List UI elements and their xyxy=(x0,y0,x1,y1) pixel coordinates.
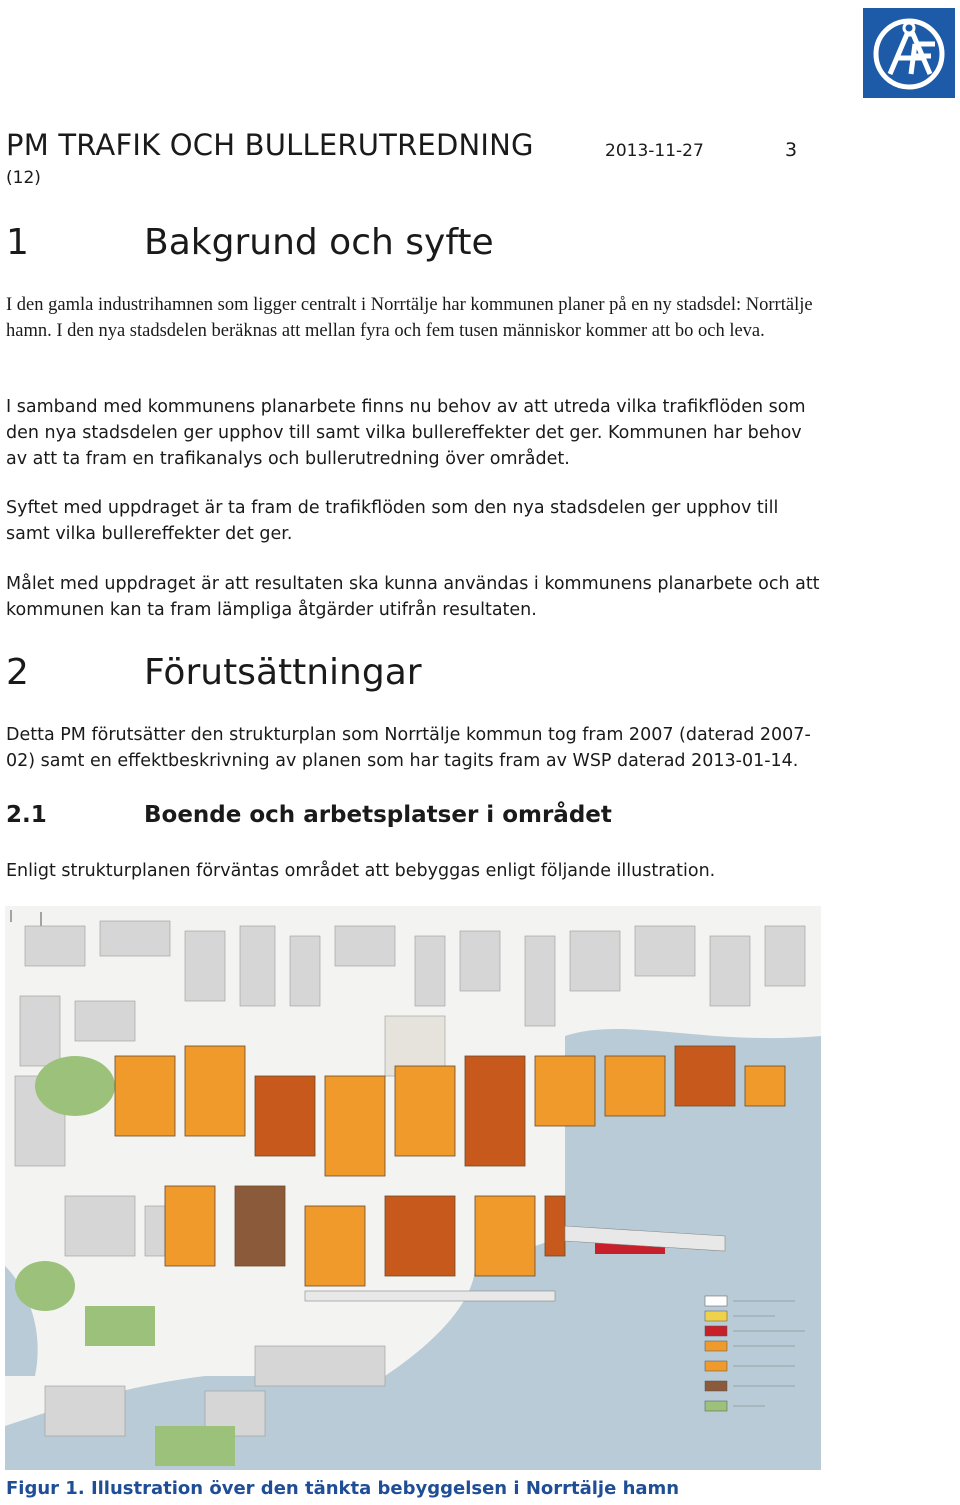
document-date: 2013-11-27 xyxy=(605,141,704,161)
site-plan-illustration xyxy=(5,906,821,1470)
section-2-1-heading xyxy=(6,802,706,834)
paragraph: I den gamla industrihamnen som ligger centralt i Norrtälje har kommunen planer på en ny stadsdel: Norrtälje hamn. I den nya stadsdelen beräknas att mellan fyra och fem tusen människor kommer att bo och leva. xyxy=(6,295,813,341)
af-logo-icon xyxy=(863,8,955,98)
section-title: Boende och arbetsplatser i området xyxy=(144,802,612,828)
page-total: (12) xyxy=(6,168,41,188)
figure-caption: Figur 1. Illustration över den tänkta bebyggelsen i Norrtälje hamn xyxy=(6,1478,680,1499)
section-number: 2.1 xyxy=(6,802,47,828)
paragraph: Målet med uppdraget är att resultaten ska kunna användas i kommunens planarbete och att kommunen kan ta fram lämpliga åtgärder utifrån resultaten. xyxy=(6,574,820,620)
section-number: 2 xyxy=(6,652,29,693)
paragraph: Detta PM förutsätter den strukturplan som Norrtälje kommun tog fram 2007 (daterad 2007-02) samt en effektbeskrivning av planen som har tagits fram av WSP daterad 2013-01-14. xyxy=(6,725,811,771)
section-title: Förutsättningar xyxy=(144,652,422,693)
section-number: 1 xyxy=(6,222,29,263)
section-title: Bakgrund och syfte xyxy=(144,222,494,263)
section-1-heading xyxy=(6,222,706,266)
document-title: PM TRAFIK OCH BULLERUTREDNING xyxy=(6,128,534,162)
section-2-heading xyxy=(6,652,706,696)
paragraph: Syftet med uppdraget är ta fram de trafikflöden som den nya stadsdelen ger upphov till samt vilka bullereffekter det ger. xyxy=(6,498,779,544)
page-number: 3 xyxy=(785,139,798,161)
paragraph: Enligt strukturplanen förväntas området att bebyggas enligt följande illustration. xyxy=(6,861,716,881)
paragraph: I samband med kommunens planarbete finns nu behov av att utreda vilka trafikflöden som den nya stadsdelen ger upphov till samt vilka bullereffekter det ger. Kommunen har behov av att ta fram en trafikanalys och bullerutredning över området. xyxy=(6,397,806,469)
